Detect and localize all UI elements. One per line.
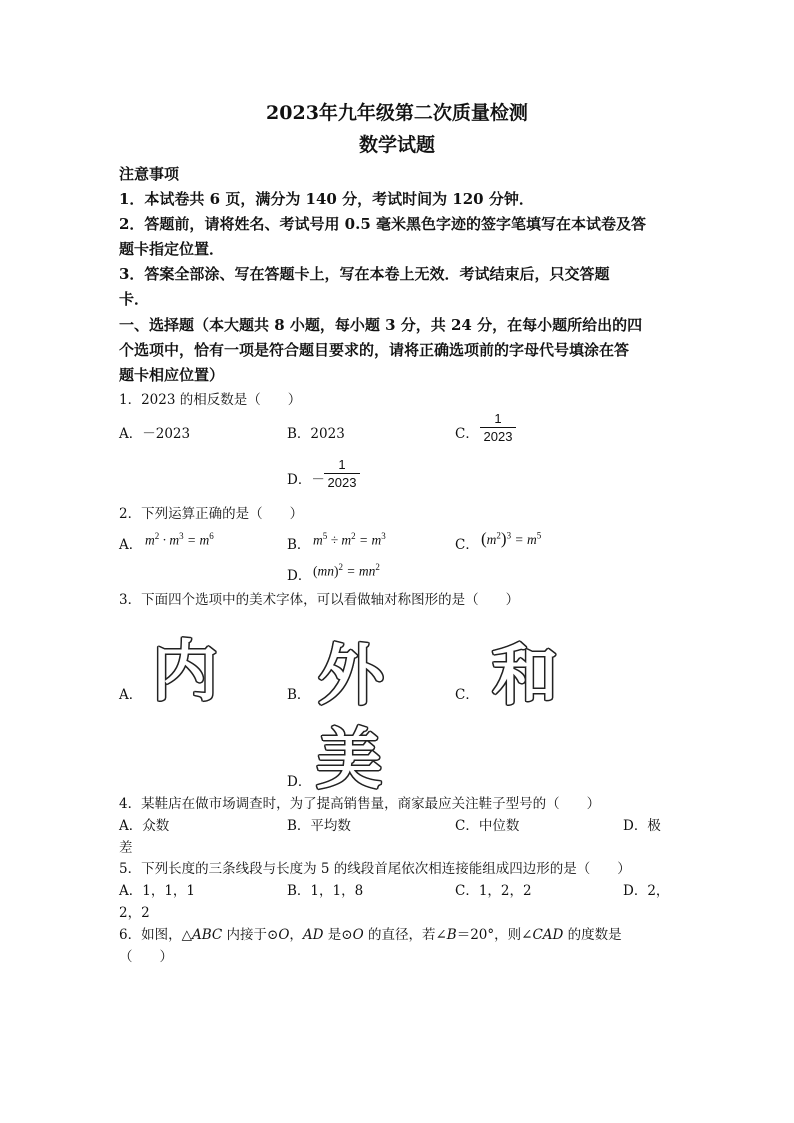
q5-option-d: D．2， xyxy=(623,883,670,899)
q6-var-o: O xyxy=(278,927,290,943)
q2-option-b-label: B． xyxy=(287,537,311,553)
notes-heading: 注意事项 xyxy=(119,165,180,183)
fraction-denominator: 2023 xyxy=(483,429,513,444)
q1-stem: 1．2023 的相反数是（ ） xyxy=(119,392,302,408)
q4-option-a: A．众数 xyxy=(119,818,170,834)
q6-text: 内接于⊙ xyxy=(222,927,279,943)
q2-option-c-expr: $(m^2)^3 = m^5$ xyxy=(481,529,542,548)
q6-text: 6．如图，△ xyxy=(119,927,192,943)
q6-var-cad: CAD xyxy=(532,927,564,943)
q2-option-c-label: C． xyxy=(455,537,479,553)
fraction-numerator: 1 xyxy=(338,457,346,472)
q5-option-d-cont: 2，2 xyxy=(119,905,150,921)
q1-option-d-label: D．－ xyxy=(287,472,325,488)
q6-var-ad: AD xyxy=(302,927,324,943)
q2-option-b-expr: $m^5 \div m^2 = m^3$ xyxy=(313,531,386,548)
q6-var-o: O xyxy=(352,927,364,943)
glyph-nei-image: 内 xyxy=(152,633,218,710)
page-subtitle: 数学试题 xyxy=(358,134,435,156)
section-heading-line-2: 个选项中，恰有一项是符合题目要求的，请将正确选项前的字母代号填涂在答 xyxy=(119,341,630,359)
q5-option-b: B．1，1，8 xyxy=(287,883,364,899)
page-title: 2023年九年级第二次质量检测 xyxy=(266,102,528,124)
note-item-1: 1．本试卷共 6 页，满分为 140 分，考试时间为 120 分钟． xyxy=(119,190,534,208)
fraction-denominator: 2023 xyxy=(327,475,357,490)
q3-option-d-label: D． xyxy=(287,774,312,790)
fraction-bar xyxy=(480,427,516,428)
q2-option-a-expr: $m^2 \cdot m^3 = m^6$ xyxy=(145,531,214,548)
q6-text: 的度数是 xyxy=(563,927,622,943)
q5-option-c: C．1，2，2 xyxy=(455,883,532,899)
q2-option-d-expr: $(mn)^2 = mn^2$ xyxy=(313,562,380,579)
q6-answer-paren: （ ） xyxy=(119,949,173,965)
q1-option-b: B．2023 xyxy=(287,426,345,442)
q2-stem: 2．下列运算正确的是（ ） xyxy=(119,506,304,522)
fraction-numerator: 1 xyxy=(494,411,502,426)
q4-option-d-cont: 差 xyxy=(119,840,133,856)
q5-stem: 5．下列长度的三条线段与长度为 5 的线段首尾依次相连接能组成四边形的是（ ） xyxy=(119,861,631,877)
section-heading-line-1: 一、选择题（本大题共 8 小题，每小题 3 分，共 24 分，在每小题所给出的四 xyxy=(119,316,643,334)
q3-option-a-label: A． xyxy=(119,687,143,703)
q6-var-b: B xyxy=(446,927,457,943)
note-item-3: 3．答案全部涂、写在答题卡上，写在本卷上无效．考试结束后，只交答题 xyxy=(119,265,610,283)
q6-text: ＝20°，则∠ xyxy=(456,927,533,943)
q1-option-a: A．－2023 xyxy=(119,426,191,442)
section-heading-line-3: 题卡相应位置） xyxy=(119,366,225,384)
q4-option-d: D．极 xyxy=(623,818,661,834)
q1-option-d-fraction xyxy=(324,457,360,490)
q1-option-c-label: C． xyxy=(455,426,479,442)
fraction-bar xyxy=(324,473,360,474)
glyph-mei-image: 美 xyxy=(316,721,382,798)
glyph-wai-image: 外 xyxy=(318,637,384,714)
q6-text: 的直径，若∠ xyxy=(363,927,447,943)
q4-option-b: B．平均数 xyxy=(287,818,351,834)
q1-option-c-fraction xyxy=(480,411,516,444)
note-item-2-cont: 题卡指定位置． xyxy=(119,240,225,258)
q6-text: ， xyxy=(289,927,303,943)
q6-stem xyxy=(119,923,622,943)
q3-option-c-label: C． xyxy=(455,687,479,703)
q5-option-a: A．1，1，1 xyxy=(119,883,196,899)
q6-text: 是⊙ xyxy=(323,927,353,943)
note-item-3-cont: 卡． xyxy=(119,290,150,308)
q2-option-a-label: A． xyxy=(119,537,143,553)
glyph-he-image: 和 xyxy=(492,637,558,714)
q6-var-abc: ABC xyxy=(191,927,223,943)
q3-option-b-label: B． xyxy=(287,687,311,703)
q3-stem: 3．下面四个选项中的美术字体，可以看做轴对称图形的是（ ） xyxy=(119,592,520,608)
q2-option-d-label: D． xyxy=(287,568,312,584)
q4-option-c: C．中位数 xyxy=(455,818,520,834)
q4-stem: 4．某鞋店在做市场调查时，为了提高销售量，商家最应关注鞋子型号的（ ） xyxy=(119,796,601,812)
note-item-2: 2．答题前，请将姓名、考试号用 0.5 毫米黑色字迹的签字笔填写在本试卷及答 xyxy=(119,215,646,233)
